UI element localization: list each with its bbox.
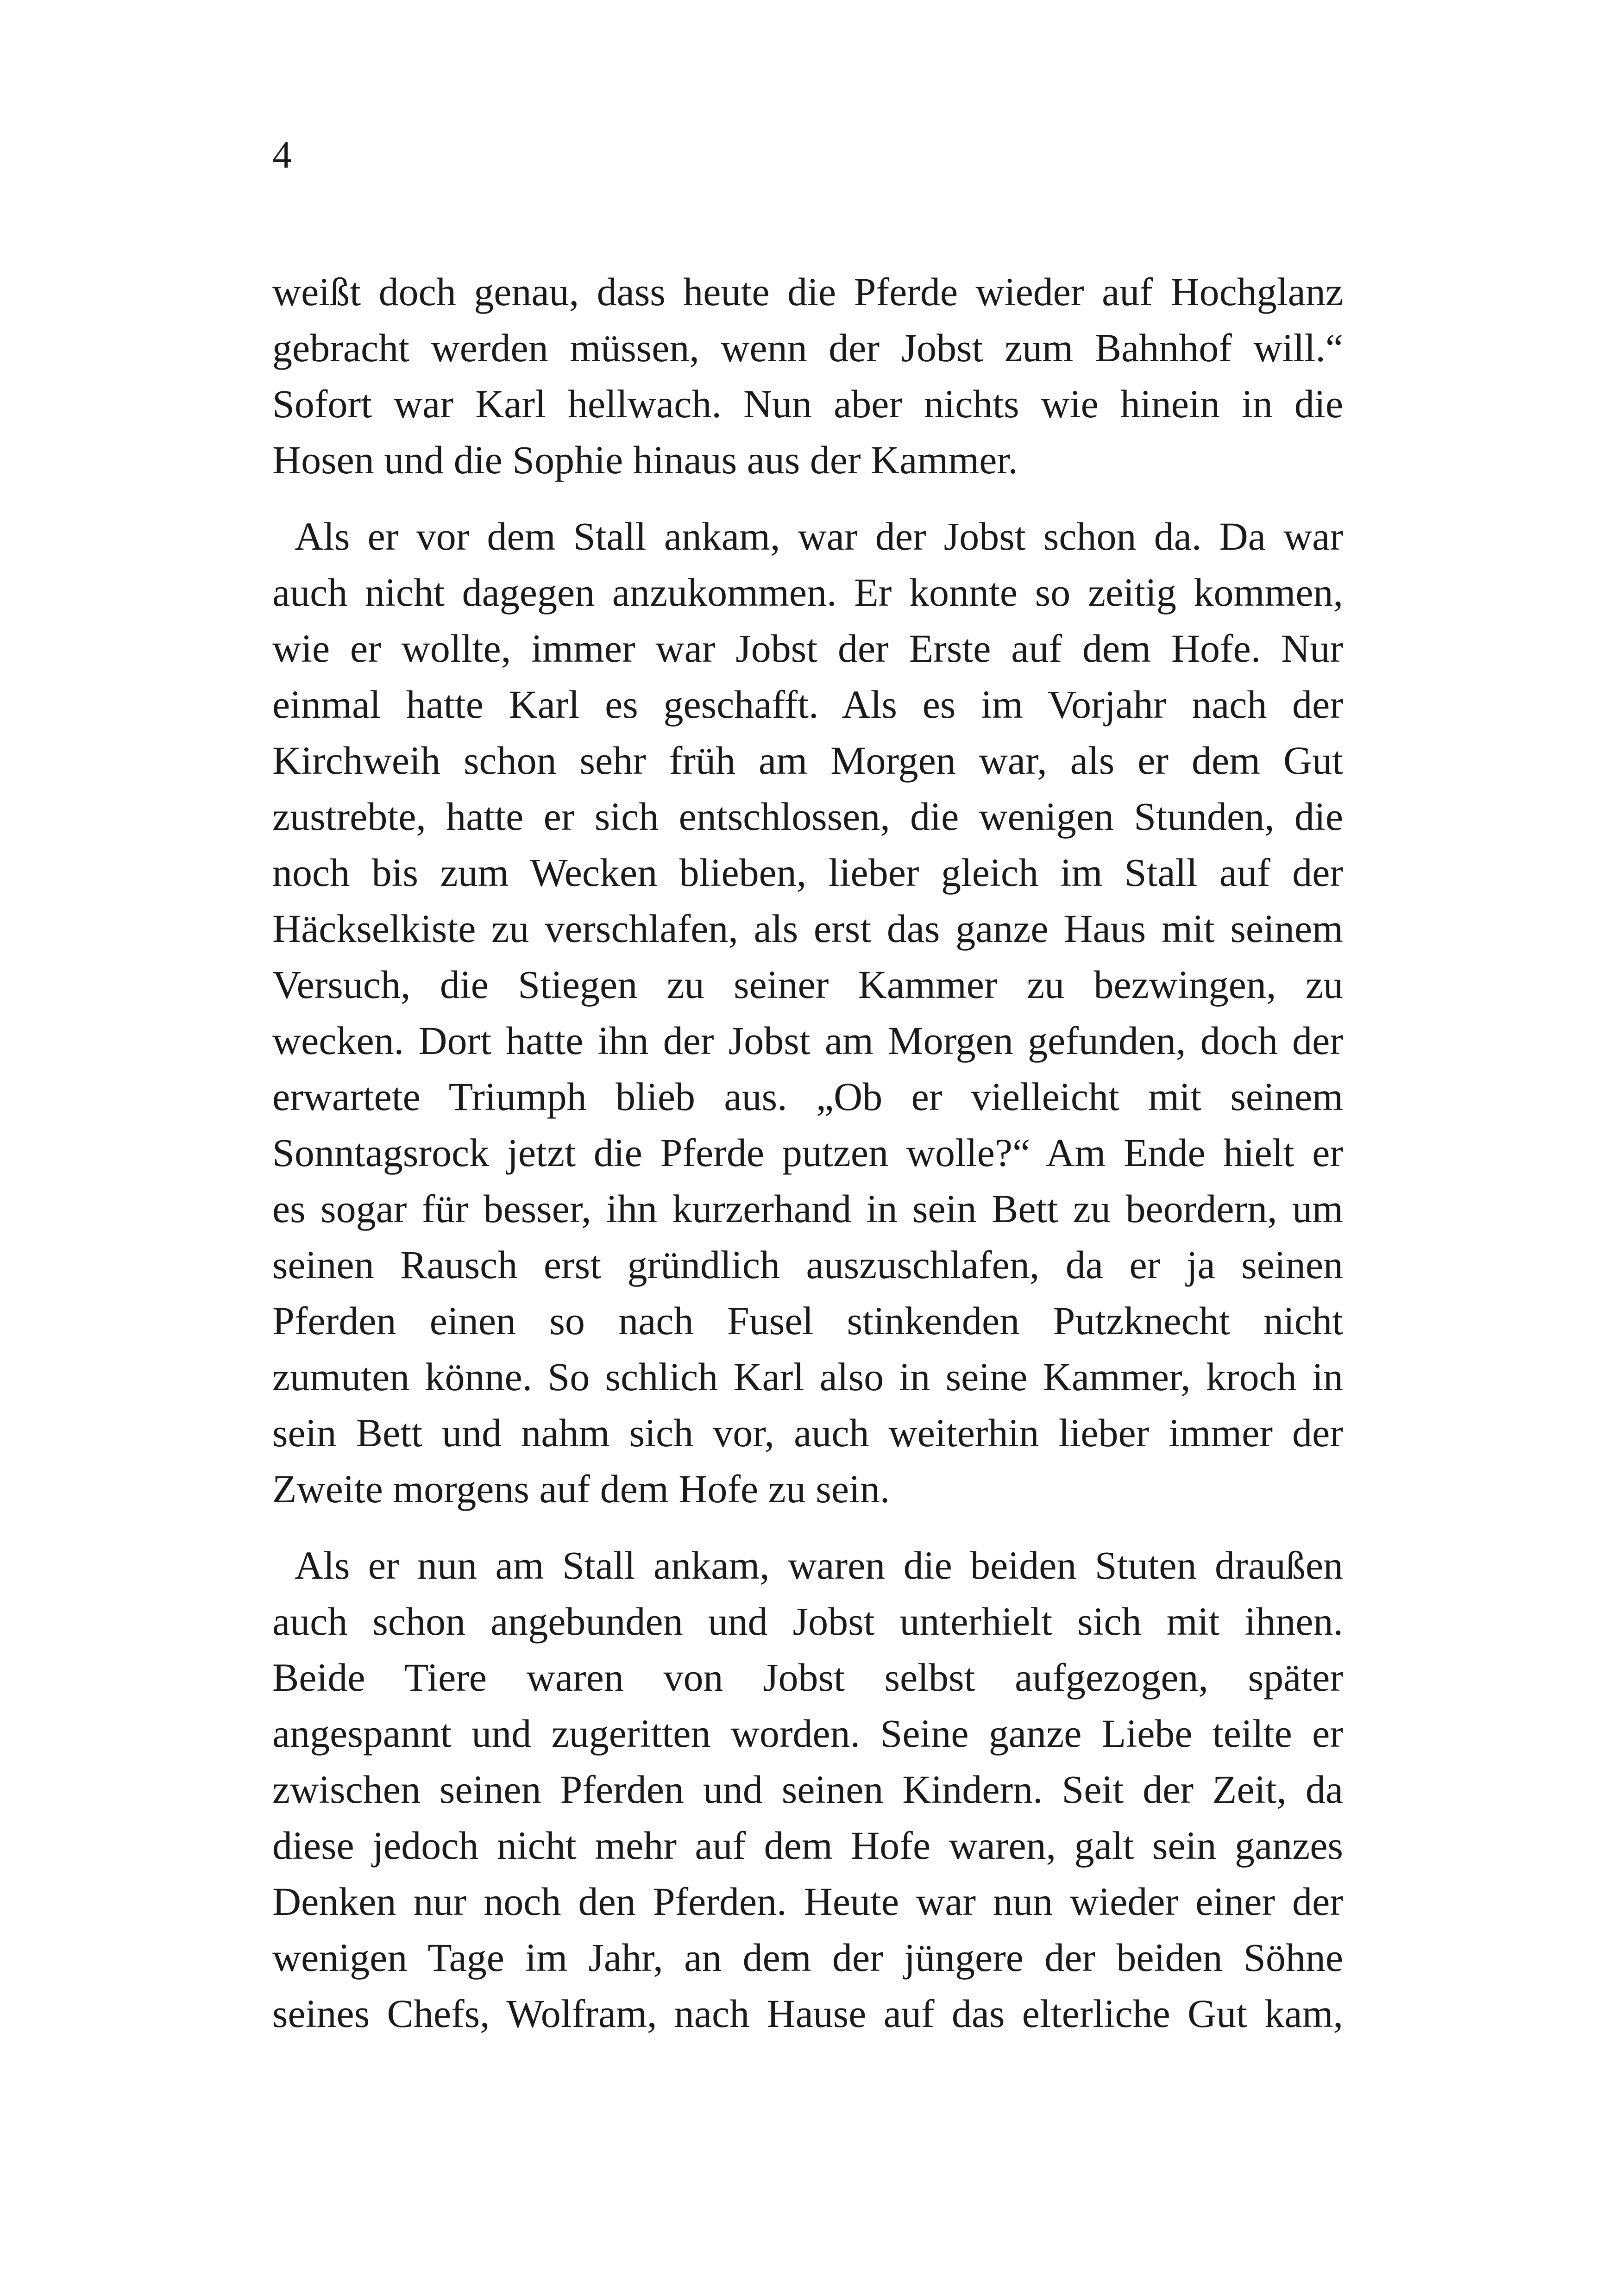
body-text (272, 264, 1343, 2042)
text-line: Als er vor dem Stall ankam, war der Jobst schon da. Da war (295, 514, 1343, 558)
text-line: auch schon angebunden und Jobst unterhielt sich mit ihnen. (272, 1599, 1343, 1644)
text-line: Als er nun am Stall ankam, waren die beiden Stuten draußen (295, 1543, 1343, 1587)
text-line: angespannt und zugeritten worden. Seine ganze Liebe teilte er (272, 1711, 1343, 1756)
text-line: einmal hatte Karl es geschafft. Als es im Vorjahr nach der (272, 682, 1343, 727)
text-line: Häckselkiste zu verschlafen, als erst das ganze Haus mit seinem (272, 906, 1343, 951)
text-line: Beide Tiere waren von Jobst selbst aufgezogen, später (272, 1655, 1343, 1700)
text-line: wecken. Dort hatte ihn der Jobst am Morgen gefunden, doch der (272, 1018, 1343, 1063)
text-line: wie er wollte, immer war Jobst der Erste auf dem Hofe. Nur (272, 626, 1343, 671)
text-line: Pferden einen so nach Fusel stinkenden Putzknecht nicht (272, 1299, 1343, 1343)
text-line: zustrebte, hatte er sich entschlossen, die wenigen Stunden, die (272, 794, 1343, 839)
text-line: Zweite morgens auf dem Hofe zu sein. (272, 1467, 890, 1511)
text-line: auch nicht dagegen anzukommen. Er konnte so zeitig kommen, (272, 570, 1343, 615)
text-line: Denken nur noch den Pferden. Heute war nun wieder einer der (272, 1879, 1343, 1924)
text-line: gebracht werden müssen, wenn der Jobst zum Bahnhof will.“ (272, 326, 1343, 370)
text-line: erwartete Triumph blieb aus. „Ob er vielleicht mit seinem (272, 1074, 1343, 1119)
text-line: sein Bett und nahm sich vor, auch weiterhin lieber immer der (272, 1411, 1343, 1455)
text-line: weißt doch genau, dass heute die Pferde wieder auf Hochglanz (272, 270, 1343, 314)
text-line: noch bis zum Wecken blieben, lieber gleich im Stall auf der (272, 850, 1343, 895)
paragraph (272, 264, 1343, 488)
page-number: 4 (272, 133, 292, 176)
text-line: es sogar für besser, ihn kurzerhand in sein Bett zu beordern, um (272, 1186, 1343, 1231)
text-line: Sofort war Karl hellwach. Nun aber nichts wie hinein in die (272, 382, 1343, 426)
paragraph (272, 508, 1343, 1517)
text-line: zumuten könne. So schlich Karl also in seine Kammer, kroch in (272, 1355, 1343, 1399)
text-line: seines Chefs, Wolfram, nach Hause auf das elterliche Gut kam, (272, 1991, 1343, 2036)
text-line: Hosen und die Sophie hinaus aus der Kammer. (272, 438, 1018, 482)
text-line: wenigen Tage im Jahr, an dem der jüngere der beiden Söhne (272, 1935, 1343, 1980)
text-line: Kirchweih schon sehr früh am Morgen war, als er dem Gut (272, 738, 1343, 783)
text-line: diese jedoch nicht mehr auf dem Hofe waren, galt sein ganzes (272, 1823, 1343, 1868)
text-line: seinen Rausch erst gründlich auszuschlafen, da er ja seinen (272, 1242, 1343, 1287)
paragraph (272, 1537, 1343, 2042)
text-line: Sonntagsrock jetzt die Pferde putzen wolle?“ Am Ende hielt er (272, 1130, 1343, 1175)
text-line: Versuch, die Stiegen zu seiner Kammer zu bezwingen, zu (272, 962, 1343, 1007)
text-line: zwischen seinen Pferden und seinen Kindern. Seit der Zeit, da (272, 1767, 1343, 1812)
